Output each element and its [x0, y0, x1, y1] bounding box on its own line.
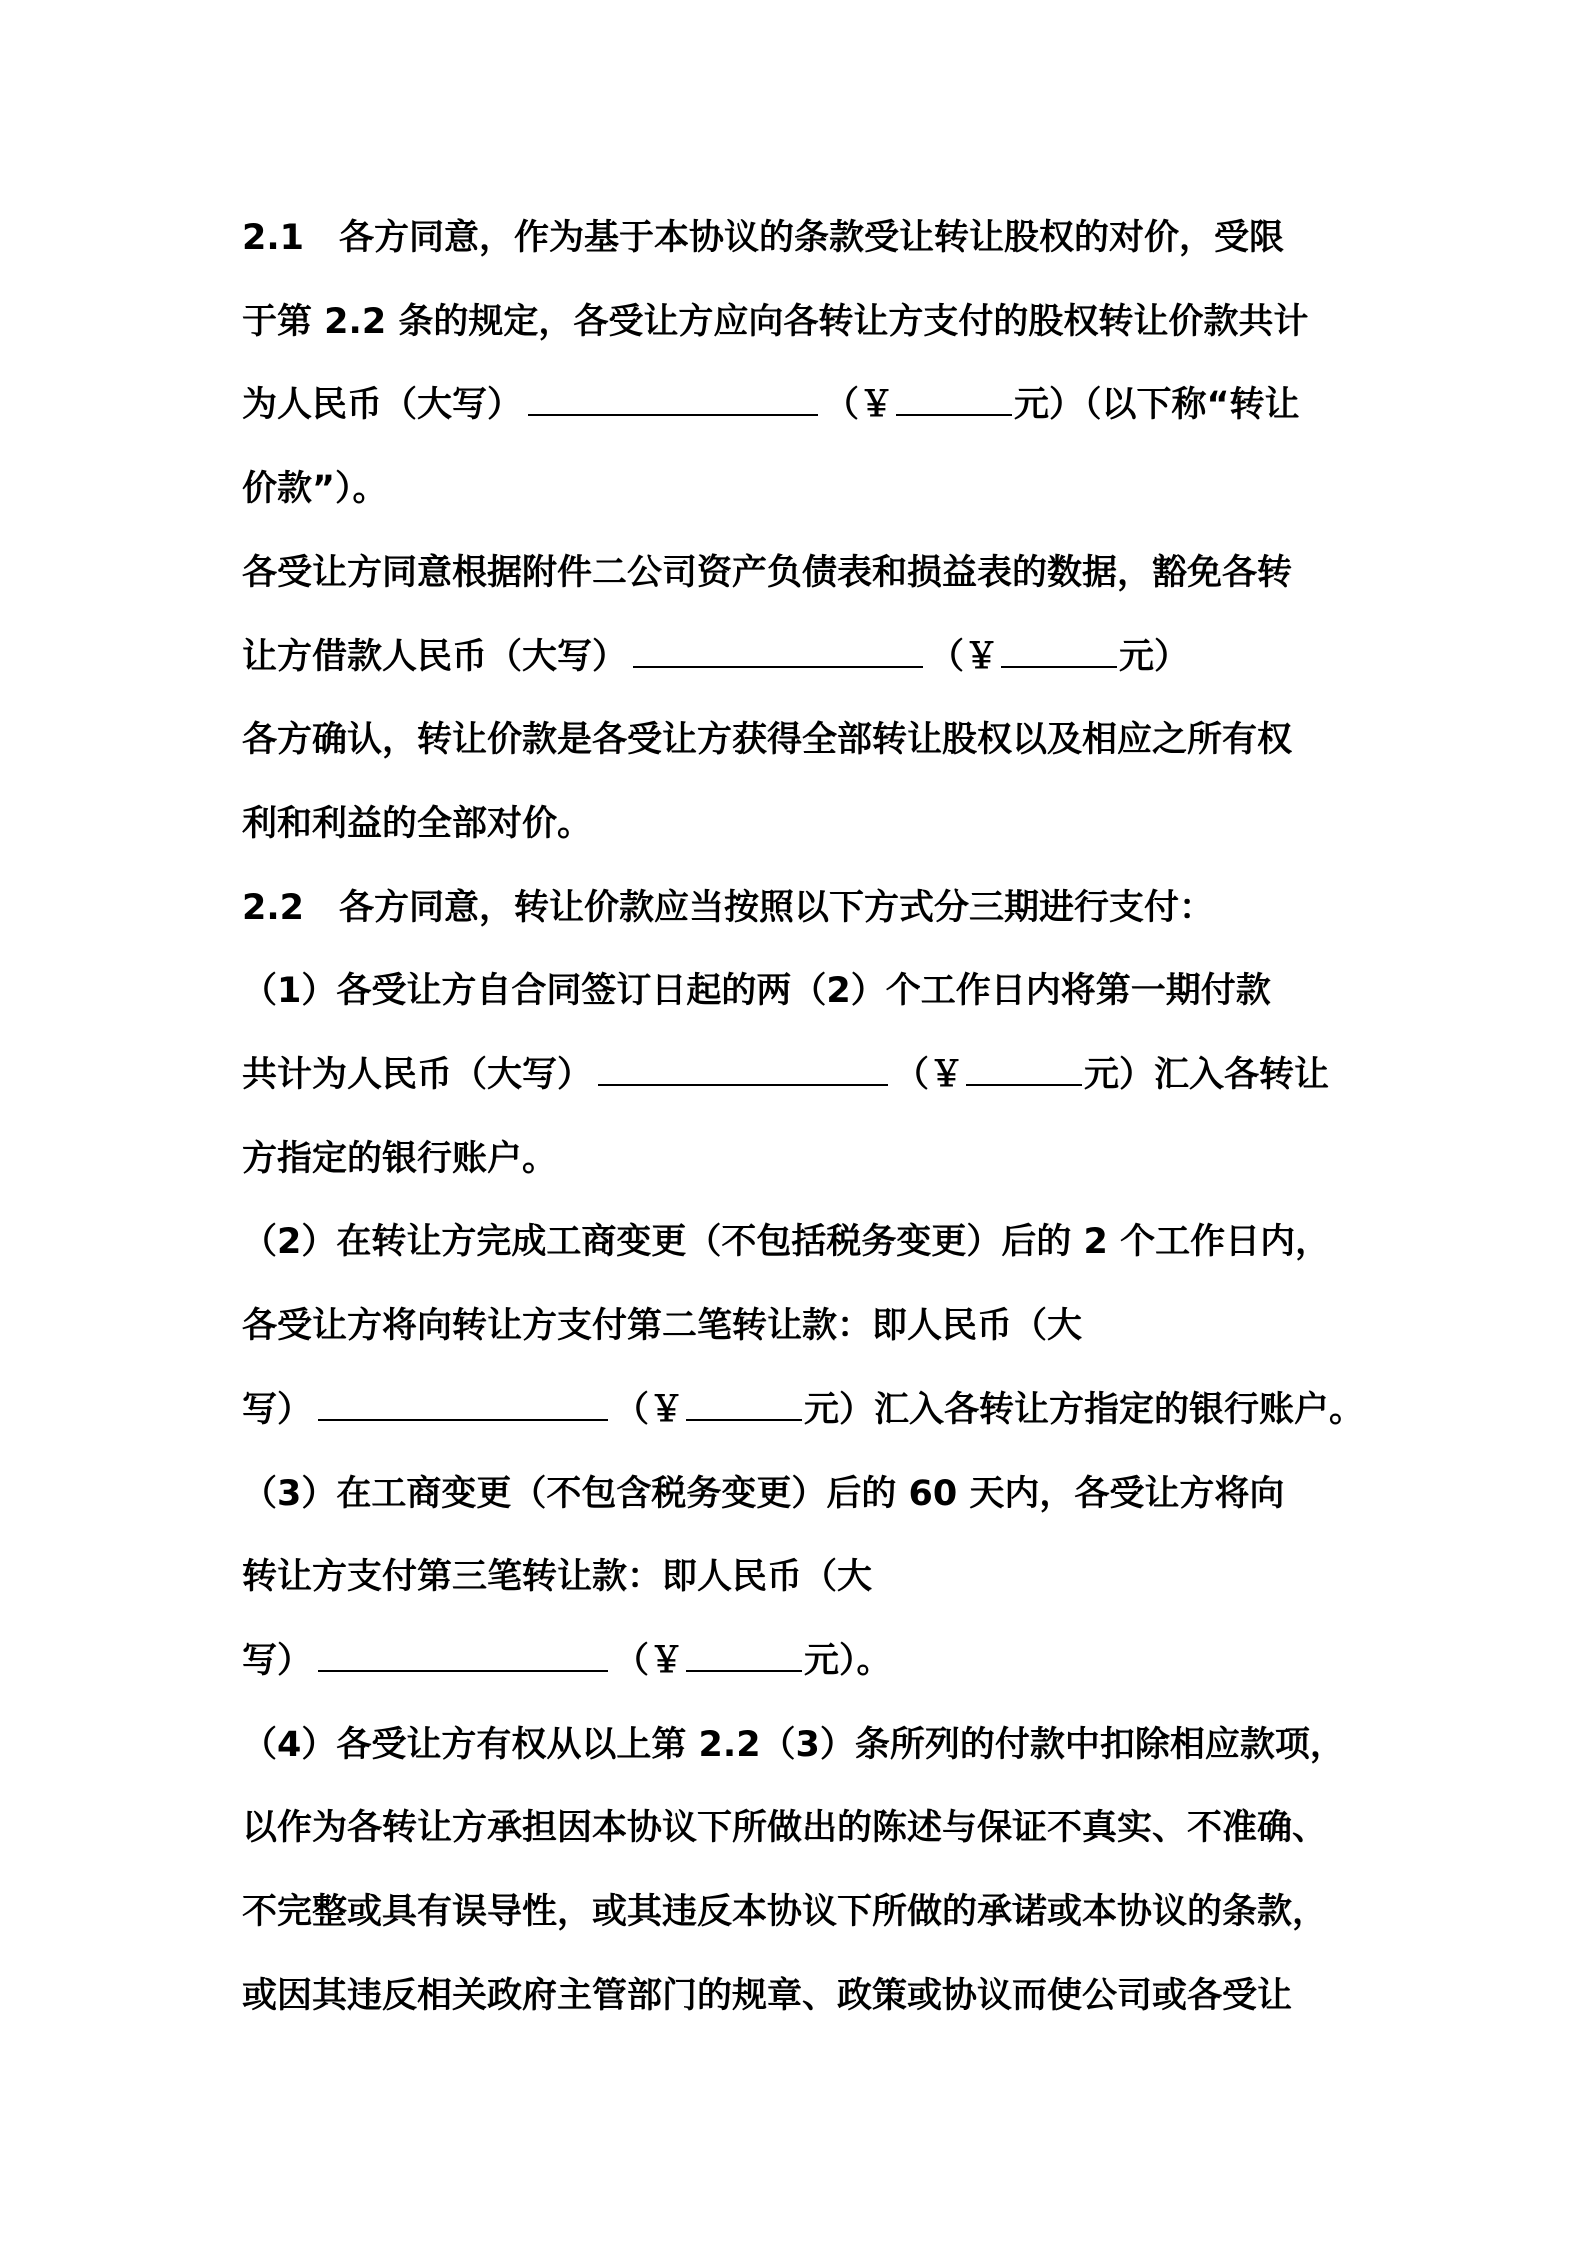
text-line — [242, 1890, 1327, 1934]
text-line — [242, 1723, 1345, 1767]
text-segment: （4）各受让方有权从以上第 2.2（3）条所列的付款中扣除相应款项， — [242, 1724, 1345, 1765]
text-line — [242, 1388, 1364, 1432]
text-segment: 各受让方将向转让方支付第二笔转让款：即人民币（大 — [242, 1306, 1083, 1347]
text-line — [242, 383, 1300, 427]
amount-in-words-blank[interactable] — [318, 1389, 608, 1421]
text-line — [242, 1304, 1082, 1348]
text-segment: 2.2 各方同意，转让价款应当按照以下方式分三期进行支付： — [242, 887, 1215, 928]
text-line — [242, 467, 388, 511]
amount-in-figures-blank[interactable] — [686, 1640, 802, 1672]
text-segment: 或因其违反相关政府主管部门的规章、政策或协议而使公司或各受让 — [242, 1975, 1293, 2016]
text-segment: 于第 2.2 条的规定，各受让方应向各转让方支付的股权转让价款共计 — [242, 301, 1309, 342]
text-segment: 写） — [242, 1389, 313, 1430]
text-segment: 利和利益的全部对价。 — [242, 803, 593, 844]
text-segment: 各受让方同意根据附件二公司资产负债表和损益表的数据，豁免各转 — [242, 552, 1293, 593]
text-line — [242, 1220, 1330, 1264]
text-line — [242, 1053, 1329, 1097]
text-segment: 元）汇入各转让 — [1084, 1055, 1330, 1095]
text-segment: 元）。 — [804, 1640, 892, 1681]
text-segment: （￥ — [929, 636, 1000, 677]
text-segment: （3）在工商变更（不包含税务变更）后的 60 天内，各受让方将向 — [242, 1473, 1285, 1514]
text-line — [242, 969, 1271, 1013]
amount-in-figures-blank[interactable] — [1001, 636, 1117, 668]
text-segment: 为人民币（大写） — [242, 385, 523, 426]
text-line — [242, 718, 1292, 762]
amount-in-figures-blank[interactable] — [896, 384, 1012, 416]
text-line — [242, 551, 1292, 595]
text-segment: （￥ — [614, 1640, 685, 1681]
text-segment: 2.1 各方同意，作为基于本协议的条款受让转让股权的对价，受限 — [242, 218, 1285, 258]
text-segment: 各方确认，转让价款是各受让方获得全部转让股权以及相应之所有权 — [242, 720, 1293, 761]
amount-in-words-blank[interactable] — [528, 384, 818, 416]
text-segment: 元）汇入各转让方指定的银行账户。 — [804, 1389, 1365, 1430]
text-segment: 让方借款人民币（大写） — [242, 636, 628, 677]
text-line — [242, 1974, 1292, 2018]
amount-in-figures-blank[interactable] — [966, 1054, 1082, 1086]
text-line — [242, 216, 1284, 260]
text-line — [242, 1555, 872, 1599]
text-segment: 以作为各转让方承担因本协议下所做出的陈述与保证不真实、不准确、 — [242, 1808, 1328, 1849]
text-segment: 元） — [1119, 636, 1190, 677]
text-segment: （1）各受让方自合同签订日起的两（2）个工作日内将第一期付款 — [242, 971, 1271, 1012]
text-line — [242, 635, 1189, 679]
text-line — [242, 1472, 1284, 1516]
text-segment: 写） — [242, 1640, 313, 1681]
text-segment: （￥ — [614, 1389, 685, 1430]
text-line — [242, 1137, 557, 1181]
text-line — [242, 886, 1214, 930]
text-segment: 价款”）。 — [242, 469, 388, 510]
amount-in-figures-blank[interactable] — [686, 1389, 802, 1421]
amount-in-words-blank[interactable] — [598, 1054, 888, 1086]
text-segment: 方指定的银行账户。 — [242, 1138, 558, 1179]
amount-in-words-blank[interactable] — [318, 1640, 608, 1672]
text-line — [242, 802, 592, 846]
text-segment: （￥ — [894, 1055, 965, 1095]
text-line — [242, 300, 1308, 344]
text-line — [242, 1806, 1327, 1850]
text-segment: （2）在转让方完成工商变更（不包括税务变更）后的 2 个工作日内， — [242, 1222, 1331, 1263]
text-segment: （￥ — [824, 385, 895, 426]
text-segment: 元）（以下称“转让 — [1014, 385, 1300, 426]
text-segment: 不完整或具有误导性，或其违反本协议下所做的承诺或本协议的条款， — [242, 1892, 1328, 1932]
text-segment: 转让方支付第三笔转让款：即人民币（大 — [242, 1557, 873, 1598]
text-segment: 共计为人民币（大写） — [242, 1055, 593, 1095]
amount-in-words-blank[interactable] — [633, 636, 923, 668]
text-line — [242, 1639, 892, 1683]
